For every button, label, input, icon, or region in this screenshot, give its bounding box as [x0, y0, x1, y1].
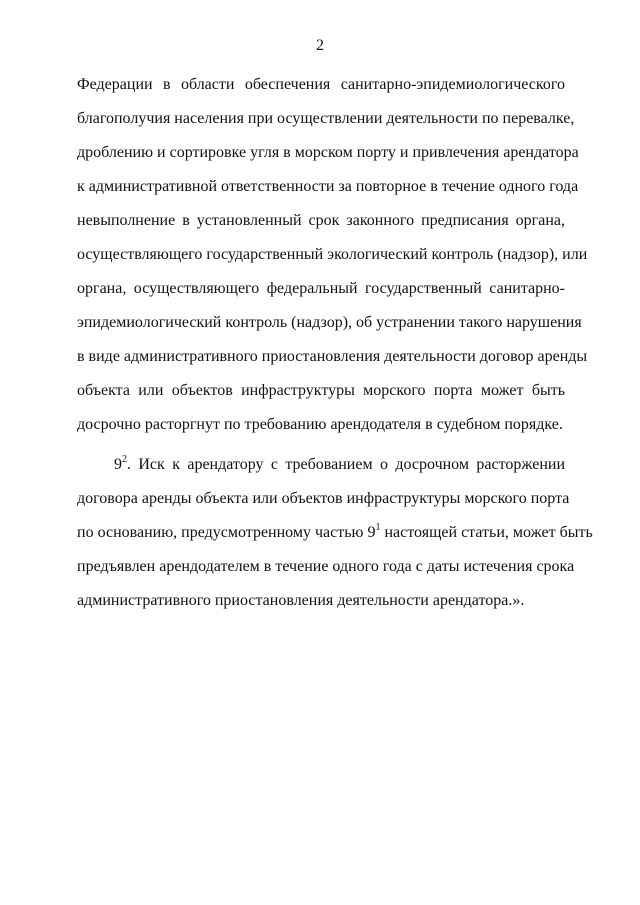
line-text: настоящей статьи, может быть: [380, 524, 593, 541]
paragraph-line: дроблению и сортировке угля в морском порту и привлечения арендатора: [77, 144, 579, 161]
paragraph-line: [77, 516, 593, 550]
paragraph-line: осуществляющего государственный экологический контроль (надзор), или: [77, 246, 588, 263]
paragraph-line: административного приостановления деятельности арендатора.».: [77, 592, 525, 609]
paragraph-line: объекта или объектов инфраструктуры морского порта может быть: [77, 382, 565, 399]
line-text: по основанию, предусмотренному частью 9: [77, 524, 376, 541]
paragraph-line: к административной ответственности за повторное в течение одного года: [77, 178, 579, 195]
paragraph-line: органа, осуществляющего федеральный государственный санитарно-: [77, 280, 565, 297]
paragraph-2: [77, 448, 593, 618]
item-superscript: 2: [122, 454, 127, 465]
paragraph-line: Федерации в области обеспечения санитарно-эпидемиологического: [77, 76, 565, 93]
paragraph-line: в виде административного приостановления деятельности договор аренды: [77, 348, 588, 365]
paragraph-line: предъявлен арендодателем в течение одного года с даты истечения срока: [77, 558, 575, 575]
paragraph-line: эпидемиологический контроль (надзор), об устранении такого нарушения: [77, 314, 582, 331]
page-number: 2: [316, 37, 324, 54]
reference-superscript: 1: [375, 522, 381, 533]
paragraph-1: [77, 68, 588, 442]
paragraph-line: досрочно расторгнут по требованию арендодателя в судебном порядке.: [77, 416, 563, 433]
paragraph-line: [77, 448, 565, 482]
item-number: 9: [114, 456, 122, 473]
paragraph-line: благополучия населения при осуществлении деятельности по перевалке,: [77, 110, 575, 127]
paragraph-line: договора аренды объекта или объектов инфраструктуры морского порта: [77, 490, 570, 507]
paragraph-line: невыполнение в установленный срок законного предписания органа,: [77, 212, 565, 229]
line-text: . Иск к арендатору с требованием о досрочном расторжении: [127, 456, 565, 473]
